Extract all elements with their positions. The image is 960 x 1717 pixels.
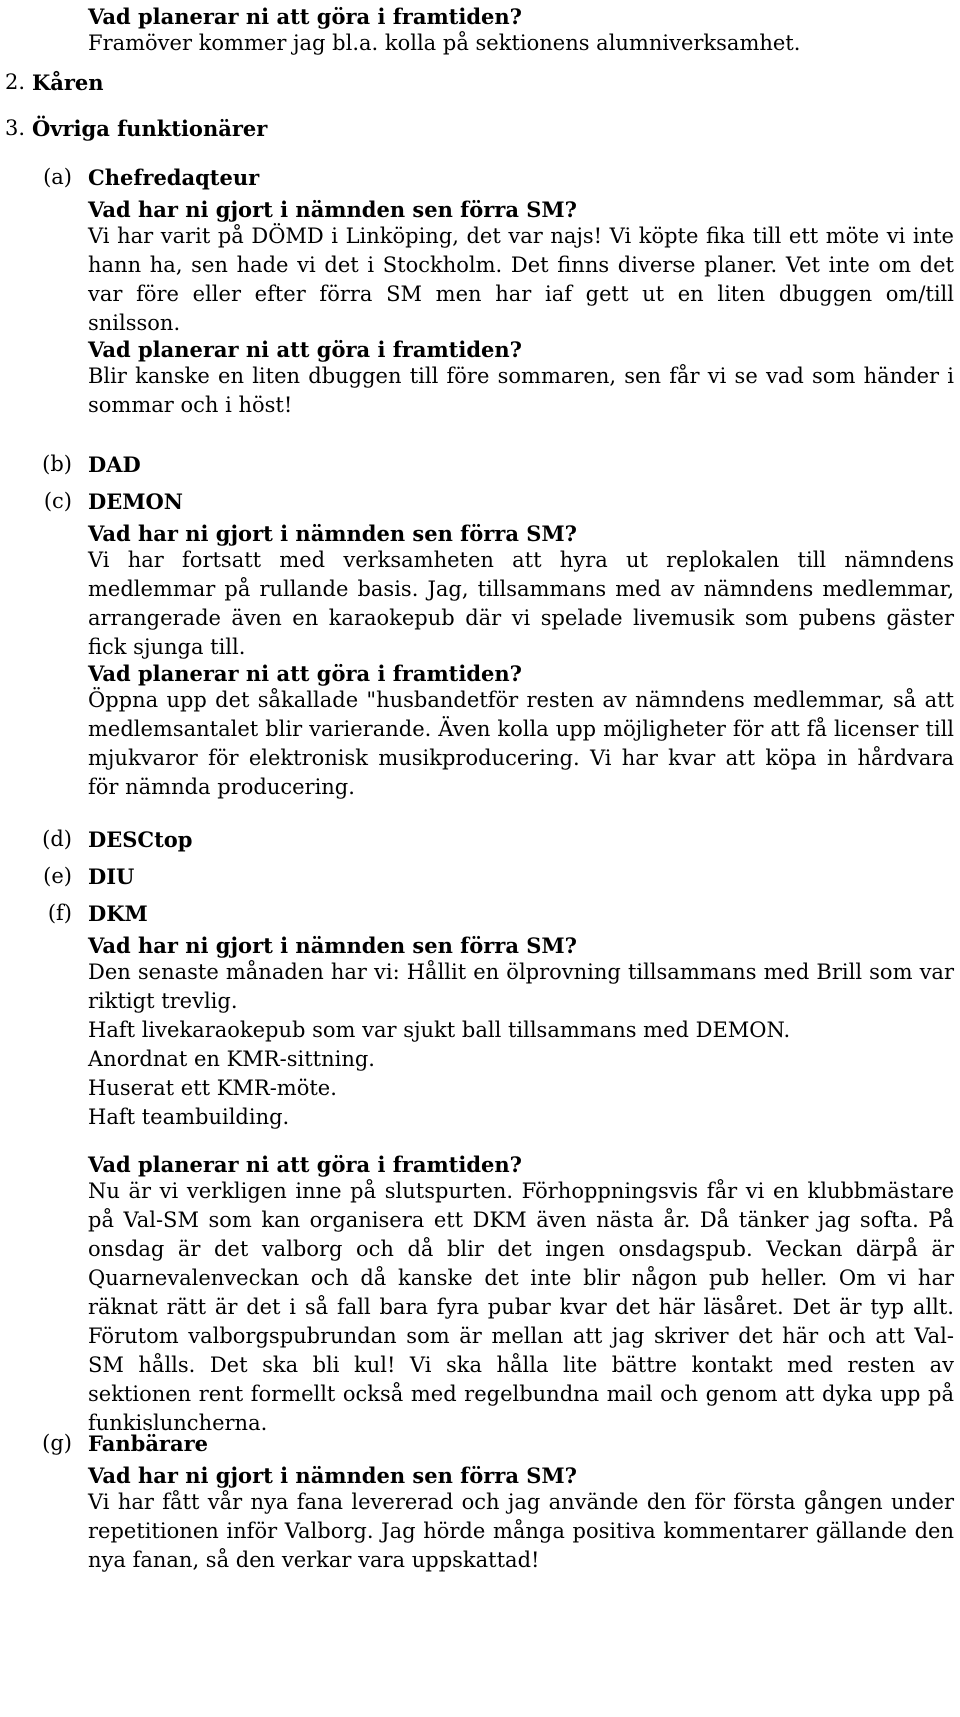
item-title-diu: DIU [88, 864, 135, 889]
item-label: (c) [43, 489, 72, 513]
answer-text: Nu är vi verkligen inne på slutspurten. Förhoppningsvis får vi en klubbmästare på Val-SM som kan organisera ett DKM även nästa år. Då tänker jag softa. På onsdag är det valborg och då blir det ingen onsdagspub. Veckan därpå är Quarnevalenveckan och då kanske det inte blir någon pub heller. Om vi har räknat rätt är det i så fall bara fyra pubar kvar det här läsåret. Det är typ allt. Förutom valborgspubrundan som är mellan att jag skriver det här och att Val-SM hålls. Det ska bli kul! Vi ska hålla lite bättre kontakt med resten av sektionen rent formellt också med regelbundna mail och genom att dyka upp på funkisluncherna. [88, 1179, 954, 1435]
answer-line: Anordnat en KMR-sittning. [88, 1047, 375, 1071]
question-heading: Vad planerar ni att göra i framtiden? [88, 1152, 522, 1177]
section-number: 3. [4, 116, 25, 140]
answer-line: Huserat ett KMR-möte. [88, 1076, 337, 1100]
item-title-demon: DEMON [88, 489, 183, 514]
answer-text: Öppna upp det såkallade "husbandetför resten av nämndens medlemmar, så att medlemsantalet blir varierande. Även kolla upp möjligheter för att få licenser till mjukvaror för elektronisk musikproducering. Vi har kvar att köpa in hårdvara för nämnda producering. [88, 688, 954, 799]
answer-text: Blir kanske en liten dbuggen till före sommaren, sen får vi se vad som händer i sommar och i höst! [88, 364, 954, 417]
item-title-fanbarare: Fanbärare [88, 1431, 209, 1456]
item-title-desctop: DESCtop [88, 827, 193, 852]
answer-line: Den senaste månaden har vi: Hållit en ölprovning tillsammans med Brill som var riktigt trevlig. [88, 960, 954, 1013]
answer-text: Vi har fått vår nya fana levererad och jag använde den för första gången under repetitionen inför Valborg. Jag hörde många positiva kommentarer gällande den nya fanan, så den verkar vara uppskattad! [88, 1490, 954, 1572]
item-title-dkm: DKM [88, 901, 148, 926]
question-heading: Vad har ni gjort i nämnden sen förra SM? [88, 197, 577, 222]
section-number: 2. [4, 70, 25, 94]
answer-text: Vi har fortsatt med verksamheten att hyra ut replokalen till nämndens medlemmar på rullande basis. Jag, tillsammans med av nämndens medlemmar, arrangerade även en karaokepub där vi spelade livemusik som pubens gäster fick sjunga till. [88, 548, 954, 659]
question-heading: Vad har ni gjort i nämnden sen förra SM? [88, 521, 577, 546]
item-label: (e) [43, 864, 72, 888]
answer-list [88, 958, 954, 1132]
question-heading: Vad har ni gjort i nämnden sen förra SM? [88, 1463, 577, 1488]
question-heading: Vad planerar ni att göra i framtiden? [88, 661, 522, 686]
answer-text: Framöver kommer jag bl.a. kolla på sektionens alumniverksamhet. [88, 31, 801, 55]
item-title-chefredaqteur: Chefredaqteur [88, 165, 260, 190]
answer-line: Haft livekaraokepub som var sjukt ball tillsammans med DEMON. [88, 1018, 791, 1042]
section-title-ovriga: Övriga funktionärer [32, 116, 268, 141]
question-heading: Vad planerar ni att göra i framtiden? [88, 337, 522, 362]
item-label: (d) [42, 827, 72, 851]
item-title-dad: DAD [88, 452, 141, 477]
item-label: (g) [42, 1431, 72, 1455]
question-heading: Vad har ni gjort i nämnden sen förra SM? [88, 933, 577, 958]
item-label: (b) [42, 452, 72, 476]
item-label: (a) [43, 165, 72, 189]
section-title-karen: Kåren [32, 70, 104, 95]
item-label: (f) [47, 901, 72, 925]
answer-text: Vi har varit på DÖMD i Linköping, det var najs! Vi köpte fika till ett möte vi inte hann ha, sen hade vi det i Stockholm. Det finns diverse planer. Vet inte om det var före eller efter förra SM men har iaf gett ut en liten dbuggen om/till snilsson. [88, 224, 954, 335]
answer-line: Haft teambuilding. [88, 1105, 290, 1129]
question-heading: Vad planerar ni att göra i framtiden? [88, 4, 522, 29]
